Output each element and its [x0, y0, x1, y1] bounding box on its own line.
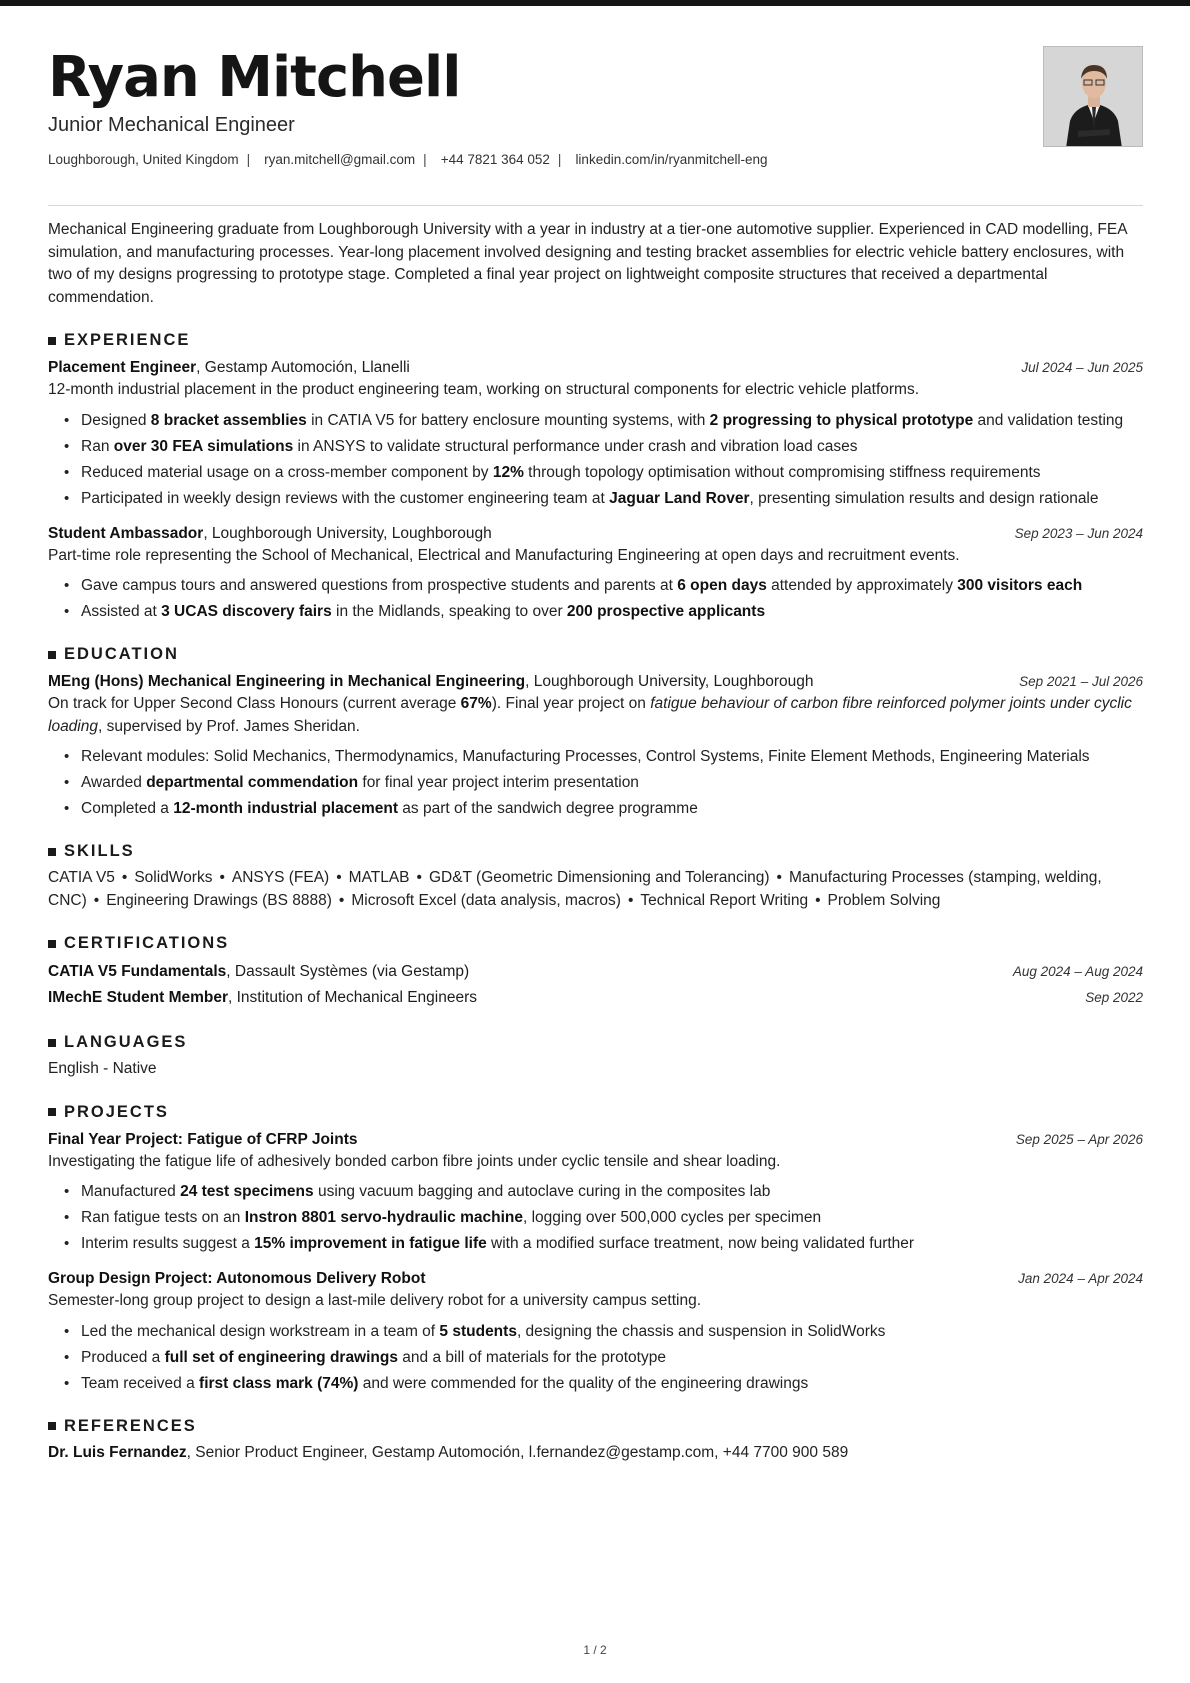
bullet-item: • Reduced material usage on a cross-member component by 12% through topology optimisation without compromising stiffness requirements	[48, 462, 1143, 484]
skill-item: MATLAB	[348, 869, 410, 886]
section-square-icon	[48, 337, 56, 345]
profile-summary: Mechanical Engineering graduate from Loughborough University with a year in industry at a tier-one automotive supplier. Experienced in CAD modelling, FEA simulation, and manufacturing processes. Year-long placement involved designing and testing bracket assemblies for electric vehicle battery enclosures, with two of my designs progressing to prototype stage. Completed a final year project on lightweight composite structures that received a departmental commendation.	[48, 221, 1127, 306]
job-title: Junior Mechanical Engineer	[48, 114, 295, 136]
bullet-item: • Led the mechanical design workstream in a team of 5 students, designing the chassis and suspension in SolidWorks	[48, 1321, 1143, 1343]
section-heading-education	[48, 645, 1143, 664]
bullet-item: • Participated in weekly design reviews with the customer engineering team at Jaguar Land Rover, presenting simulation results and design rationale	[48, 488, 1143, 510]
entry-org: , Gestamp Automoción, Llanelli	[196, 359, 410, 376]
reference-item: Dr. Luis Fernandez, Senior Product Engineer, Gestamp Automoción, l.fernandez@gestamp.com, +44 7700 900 589	[48, 1443, 849, 1461]
entry-role: Student Ambassador	[48, 524, 204, 542]
entry-date: Sep 2025 – Apr 2026	[1015, 1131, 1143, 1147]
skill-item: GD&T (Geometric Dimensioning and Tolerancing)	[428, 869, 770, 886]
section-heading-projects	[48, 1103, 1143, 1122]
entry-org: , Loughborough University, Loughborough	[525, 673, 814, 690]
entry-date: Jul 2024 – Jun 2025	[1021, 360, 1143, 375]
bullet-list	[48, 1321, 1143, 1395]
experience-entry	[48, 356, 1143, 510]
section-title: REFERENCES	[64, 1416, 197, 1435]
education-entry	[48, 670, 1143, 820]
entry-header	[48, 1128, 1143, 1151]
bullet-item: • Produced a full set of engineering drawings and a bill of materials for the prototype	[48, 1347, 1143, 1369]
resume-header	[48, 46, 1143, 191]
skill-item: Technical Report Writing	[640, 891, 809, 909]
top-accent-bar	[0, 0, 1190, 6]
entry-header	[48, 670, 1143, 693]
phone-text: +44 7821 364 052	[440, 152, 550, 167]
entry-date: Jan 2024 – Apr 2024	[1018, 1271, 1143, 1286]
skill-item: Microsoft Excel (data analysis, macros)	[351, 891, 621, 909]
certification-item: CATIA V5 Fundamentals, Dassault Systèmes (via Gestamp) Aug 2024 – Aug 2024	[48, 959, 1143, 985]
bullet-item: • Completed a 12-month industrial placement as part of the sandwich degree programme	[48, 798, 1143, 820]
email-link[interactable]: ryan.mitchell@gmail.com	[264, 152, 416, 167]
bullet-list	[48, 575, 1143, 623]
entry-date: Sep 2023 – Jun 2024	[1014, 525, 1143, 541]
section-square-icon	[48, 1039, 56, 1047]
section-heading-languages	[48, 1033, 1143, 1052]
resume-page	[48, 46, 1143, 1464]
bullet-item: • Manufactured 24 test specimens using vacuum bagging and autoclave curing in the composites lab	[48, 1181, 1143, 1203]
section-heading-certifications	[48, 934, 1143, 953]
skill-item: Engineering Drawings (BS 8888)	[106, 891, 332, 909]
linkedin-link[interactable]: linkedin.com/in/ryanmitchell-eng	[575, 152, 768, 167]
location-text: Loughborough, United Kingdom	[48, 152, 239, 167]
profile-photo	[1043, 46, 1143, 147]
entry-description: 12-month industrial placement in the product engineering team, working on structural components for electric vehicle platforms.	[48, 381, 920, 398]
entry-role: Placement Engineer	[48, 359, 197, 376]
degree-title: MEng (Hons) Mechanical Engineering in Mechanical Engineering	[48, 673, 526, 690]
project-name: Final Year Project: Fatigue of CFRP Joints	[48, 1130, 358, 1148]
bullet-list	[48, 410, 1143, 510]
bullet-item: • Team received a first class mark (74%) and were commended for the quality of the engineering drawings	[48, 1373, 1143, 1395]
entry-date: Aug 2024 – Aug 2024	[1012, 964, 1143, 979]
entry-description: Part-time role representing the School of Mechanical, Electrical and Manufacturing Engineering at open days and recruitment events.	[48, 546, 960, 564]
language-item: English - Native	[48, 1060, 157, 1077]
contact-separator: |	[423, 152, 427, 167]
skill-item: Problem Solving	[827, 891, 941, 909]
section-square-icon	[48, 1108, 56, 1116]
bullet-item: • Designed 8 bracket assemblies in CATIA V5 for battery enclosure mounting systems, with 2 progressing to physical prototype and validation testing	[48, 410, 1143, 432]
entry-header	[48, 356, 1143, 379]
section-title: EXPERIENCE	[64, 331, 191, 349]
portrait-image	[1044, 47, 1143, 147]
skill-item: ANSYS (FEA)	[231, 869, 330, 886]
skill-item: Manufacturing Processes (stamping, welding, CNC)	[48, 869, 1102, 909]
experience-entry	[48, 522, 1143, 624]
entry-date: Sep 2021 – Jul 2026	[1019, 674, 1143, 689]
section-title: SKILLS	[64, 842, 135, 860]
project-entry	[48, 1267, 1143, 1395]
skill-item: CATIA V5	[48, 869, 115, 886]
entry-description: Semester-long group project to design a last-mile delivery robot for a university campus setting.	[48, 1292, 702, 1309]
bullet-list	[48, 1181, 1143, 1255]
section-heading-experience	[48, 331, 1143, 350]
section-title: EDUCATION	[64, 645, 179, 663]
header-divider	[48, 205, 1143, 206]
bullet-item: • Relevant modules: Solid Mechanics, Thermodynamics, Manufacturing Processes, Control Systems, Finite Element Methods, Engineering Materials	[48, 746, 1143, 768]
bullet-item: • Ran fatigue tests on an Instron 8801 servo-hydraulic machine, logging over 500,000 cycles per specimen	[48, 1207, 1143, 1229]
section-square-icon	[48, 651, 56, 659]
bullet-item: • Assisted at 3 UCAS discovery fairs in the Midlands, speaking to over 200 prospective applicants	[48, 601, 1143, 623]
section-square-icon	[48, 940, 56, 948]
contact-separator: |	[557, 152, 562, 167]
bullet-item: • Interim results suggest a 15% improvement in fatigue life with a modified surface treatment, now being validated further	[48, 1233, 1143, 1255]
section-heading-references	[48, 1417, 1143, 1436]
contact-line	[48, 152, 1143, 167]
entry-description: Investigating the fatigue life of adhesively bonded carbon fibre joints under cyclic tensile and shear loading.	[48, 1152, 781, 1170]
bullet-item: • Gave campus tours and answered questions from prospective students and parents at 6 open days attended by approximately 300 visitors each	[48, 575, 1143, 597]
section-title: LANGUAGES	[64, 1033, 188, 1051]
entry-header	[48, 1267, 1143, 1290]
entry-org: , Loughborough University, Loughborough	[203, 524, 492, 542]
skills-list: CATIA V5 • SolidWorks • ANSYS (FEA) • MATLAB • GD&T (Geometric Dimensioning and Tolerancing) • Manufacturing Processes (stamping, welding, CNC) • Engineering Drawings (BS 8888) • Microsoft Excel (data analysis, macros) • Technical Report Writing • Problem Solving	[48, 869, 1102, 909]
candidate-name: Ryan Mitchell	[48, 45, 461, 110]
skill-item: SolidWorks	[134, 869, 213, 886]
entry-description: On track for Upper Second Class Honours (current average 67%). Final year project on fatigue behaviour of carbon fibre reinforced polymer joints under cyclic loading, supervised by Prof. James Sheridan.	[48, 695, 1132, 735]
bullet-list	[48, 746, 1143, 820]
page-number: 1 / 2	[583, 1643, 607, 1657]
section-title: CERTIFICATIONS	[64, 934, 230, 952]
section-square-icon	[48, 1422, 56, 1430]
section-square-icon	[48, 848, 56, 856]
project-name: Group Design Project: Autonomous Delivery Robot	[48, 1270, 426, 1287]
bullet-item: • Awarded departmental commendation for final year project interim presentation	[48, 772, 1143, 794]
section-heading-skills	[48, 842, 1143, 861]
entry-header	[48, 522, 1143, 545]
entry-date: Sep 2022	[1085, 990, 1143, 1005]
contact-separator: |	[246, 152, 251, 167]
section-title: PROJECTS	[64, 1102, 169, 1121]
bullet-item: • Ran over 30 FEA simulations in ANSYS to validate structural performance under crash and vibration load cases	[48, 436, 1143, 458]
project-entry	[48, 1128, 1143, 1256]
certification-item: IMechE Student Member, Institution of Mechanical Engineers Sep 2022	[48, 985, 1143, 1011]
